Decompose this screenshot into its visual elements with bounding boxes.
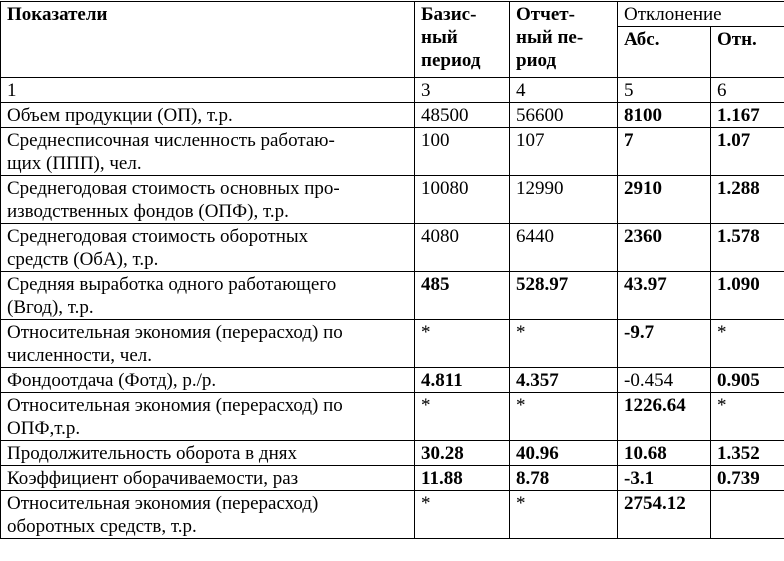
cell-report: 528.97: [510, 272, 618, 320]
document: [0, 1, 784, 539]
analysis-table: [0, 1, 784, 539]
cell-base: *: [415, 393, 510, 441]
cell-report: 56600: [510, 103, 618, 128]
cell-rel: *: [711, 393, 784, 441]
cell-rel: 1.352: [711, 441, 784, 466]
cell-report: *: [510, 320, 618, 368]
indicator-line: Продолжительность оборота в днях: [7, 443, 297, 464]
cell-indicator: [1, 466, 415, 491]
cell-abs: 43.97: [618, 272, 711, 320]
cell-indicator: [1, 368, 415, 393]
cell-rel: [711, 491, 784, 539]
cell-abs: 2910: [618, 176, 711, 224]
cell-abs: 2754.12: [618, 491, 711, 539]
indicator-line: изводственных фондов (ОПФ), т.р.: [7, 201, 289, 222]
table-row: [1, 393, 784, 441]
header-indicators: Показатели: [1, 2, 415, 78]
cell-base: *: [415, 491, 510, 539]
cell-rel: 1.07: [711, 128, 784, 176]
header-base-line-2: ный: [421, 27, 458, 48]
cell-base: 30.28: [415, 441, 510, 466]
cell-rel: 0.905: [711, 368, 784, 393]
cell-abs: -0.454: [618, 368, 711, 393]
header-rel: Отн.: [711, 27, 784, 78]
indicator-line: численности, чел.: [7, 345, 153, 366]
colnum-4: 4: [510, 78, 618, 103]
cell-rel: 0.739: [711, 466, 784, 491]
colnum-6: 6: [711, 78, 784, 103]
cell-rel: 1.288: [711, 176, 784, 224]
indicator-line: Объем продукции (ОП), т.р.: [7, 105, 233, 126]
cell-indicator: [1, 441, 415, 466]
cell-base: 10080: [415, 176, 510, 224]
cell-indicator: [1, 491, 415, 539]
cell-indicator: [1, 103, 415, 128]
cell-base: 100: [415, 128, 510, 176]
indicator-line: Коэффициент оборачиваемости, раз: [7, 468, 299, 489]
cell-report: 107: [510, 128, 618, 176]
indicator-line: Относительная экономия (перерасход) по: [7, 322, 343, 343]
cell-abs: 10.68: [618, 441, 711, 466]
indicator-line: средств (ОбА), т.р.: [7, 249, 159, 270]
cell-indicator: [1, 176, 415, 224]
table-row: [1, 272, 784, 320]
table-row: [1, 320, 784, 368]
table-row: [1, 176, 784, 224]
cell-report: 40.96: [510, 441, 618, 466]
cell-abs: -9.7: [618, 320, 711, 368]
colnum-5: 5: [618, 78, 711, 103]
cell-report: *: [510, 491, 618, 539]
indicator-line: Фондоотдача (Фотд), р./р.: [7, 370, 217, 391]
cell-abs: 7: [618, 128, 711, 176]
header-row-1: [1, 2, 784, 27]
cell-abs: -3.1: [618, 466, 711, 491]
indicator-line: щих (ППП), чел.: [7, 153, 142, 174]
colnum-1: 1: [1, 78, 415, 103]
cell-report: *: [510, 393, 618, 441]
cell-base: 11.88: [415, 466, 510, 491]
cell-indicator: [1, 224, 415, 272]
table-row: [1, 491, 784, 539]
cell-rel: 1.090: [711, 272, 784, 320]
cell-report: 4.357: [510, 368, 618, 393]
header-base-line-3: период: [421, 50, 481, 71]
table-row: [1, 368, 784, 393]
header-report-line-2: ный пе-: [516, 27, 584, 48]
header-base-line-1: Базис-: [421, 4, 477, 25]
indicator-line: ОПФ,т.р.: [7, 418, 81, 439]
header-report-line-3: риод: [516, 50, 557, 71]
indicator-line: Среднегодовая стоимость основных про-: [7, 178, 340, 199]
cell-base: *: [415, 320, 510, 368]
cell-rel: 1.578: [711, 224, 784, 272]
table-row: [1, 103, 784, 128]
cell-base: 485: [415, 272, 510, 320]
indicator-line: Относительная экономия (перерасход) по: [7, 395, 343, 416]
cell-base: 48500: [415, 103, 510, 128]
indicator-line: Среднегодовая стоимость оборотных: [7, 226, 309, 247]
indicator-line: оборотных средств, т.р.: [7, 516, 197, 537]
indicator-line: Средняя выработка одного работающего: [7, 274, 337, 295]
cell-abs: 8100: [618, 103, 711, 128]
cell-report: 8.78: [510, 466, 618, 491]
cell-report: 12990: [510, 176, 618, 224]
cell-abs: 1226.64: [618, 393, 711, 441]
indicator-line: Среднесписочная численность работаю-: [7, 130, 335, 151]
column-number-row: [1, 78, 784, 103]
header-deviation: Отклонение: [618, 2, 784, 27]
header-report-line-1: Отчет-: [516, 4, 575, 25]
table-row: [1, 466, 784, 491]
header-base-period: [415, 2, 510, 78]
indicator-line: Относительная экономия (перерасход): [7, 493, 319, 514]
header-abs: Абс.: [618, 27, 711, 78]
cell-base: 4080: [415, 224, 510, 272]
table-row: [1, 128, 784, 176]
cell-indicator: [1, 128, 415, 176]
colnum-3: 3: [415, 78, 510, 103]
header-report-period: [510, 2, 618, 78]
cell-rel: 1.167: [711, 103, 784, 128]
cell-abs: 2360: [618, 224, 711, 272]
table-row: [1, 441, 784, 466]
indicator-line: (Вгод), т.р.: [7, 297, 94, 318]
cell-base: 4.811: [415, 368, 510, 393]
cell-indicator: [1, 320, 415, 368]
table-row: [1, 224, 784, 272]
cell-indicator: [1, 272, 415, 320]
cell-indicator: [1, 393, 415, 441]
cell-rel: *: [711, 320, 784, 368]
cell-report: 6440: [510, 224, 618, 272]
